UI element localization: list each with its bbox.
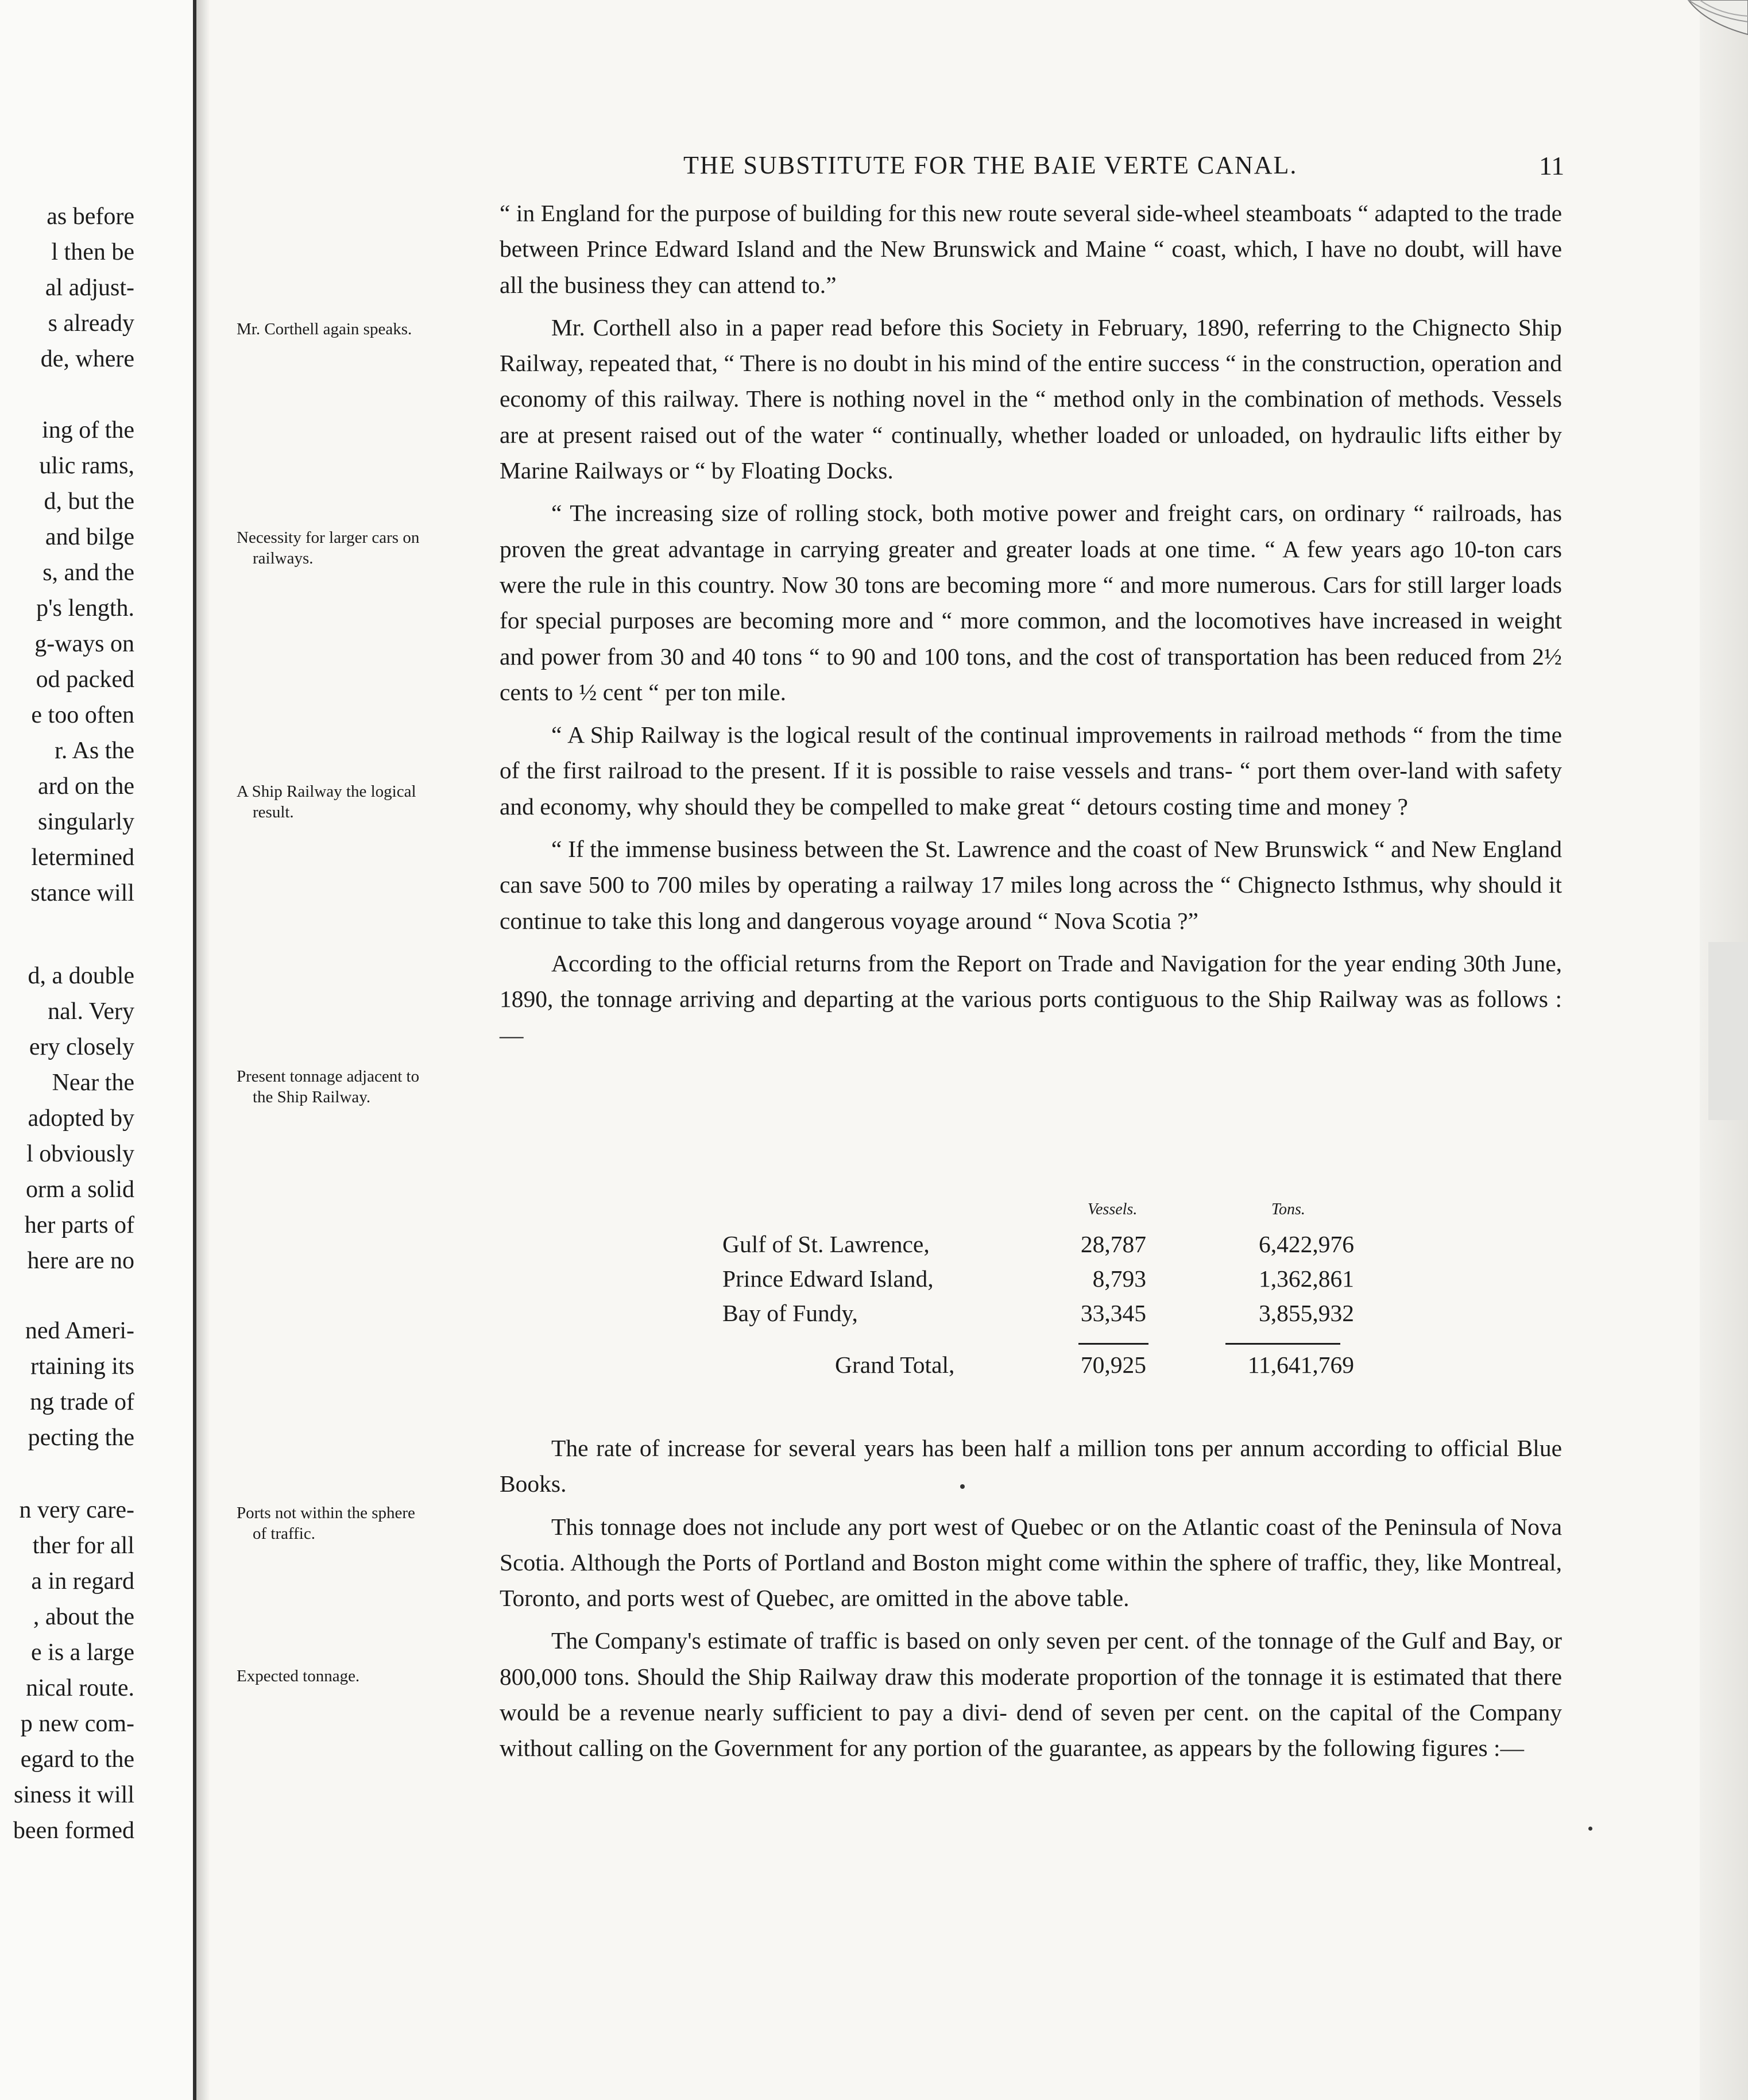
paragraph-official-returns: According to the official returns from the Report on Trade and Navigation for the year ending 30th June, 1890, the tonnage arriving and departing at the various ports contiguous to the Ship Railway was as follows :— bbox=[500, 949, 1562, 1048]
facing-page-line: as before bbox=[47, 203, 134, 230]
paragraph-company-estimate: The Company's estimate of traffic is based on only seven per cent. of the tonnage of the Gulf and Bay, or 800,000 tons. Should the Ship Railway draw this moderate proportion of the tonnage it is estimated that there would be a revenue nearly sufficient to pay a divi- dend of seven per cent. on the capital of the Company without calling on the Government for any portion of the guarantee, as appears by the following figures :— bbox=[500, 1627, 1562, 1762]
facing-page-line: adopted by bbox=[28, 1105, 134, 1132]
facing-page-line: s, and the bbox=[42, 559, 134, 586]
facing-page-line: e is a large bbox=[31, 1639, 134, 1666]
table-row bbox=[722, 1230, 1354, 1265]
facing-page-line: g-ways on bbox=[34, 631, 134, 657]
gutter-shadow bbox=[196, 0, 210, 2100]
table-cell-vessels: 8,793 bbox=[1092, 1265, 1146, 1292]
facing-page-line: od packed bbox=[36, 666, 134, 693]
table-cell-tons: 1,362,861 bbox=[1259, 1265, 1354, 1292]
table-total-tons: 11,641,769 bbox=[1247, 1352, 1354, 1378]
facing-page-line: de, where bbox=[40, 346, 134, 372]
facing-page-line: ing of the bbox=[42, 417, 134, 443]
paragraph-corthell: Mr. Corthell also in a paper read before this Society in February, 1890, referring to the Chignecto Ship Railway, repeated that, “ There is no doubt in his mind of the entire success “ in the construction, operation and economy of this railway. There is nothing novel in the “ method only in the combination of methods. Vessels are at present raised out of the water “ continually, whether loaded or unloaded, on hydraulic lifts either by Marine Railways or “ by Floating Docks. bbox=[500, 314, 1562, 484]
facing-page-line: e too often bbox=[31, 702, 134, 728]
table-cell-place: Gulf of St. Lawrence, bbox=[722, 1231, 930, 1257]
facing-page bbox=[0, 0, 195, 2100]
sidenote-logical-result bbox=[237, 781, 484, 823]
facing-page-line: ng trade of bbox=[30, 1389, 134, 1415]
paragraph-quote-continued: “ in England for the purpose of building for this new route several side-wheel steamboats “ adapted to the trade between Prince Edward Island and the New Brunswick and Maine “ coast, which, I have no doubt, will have all the business they can attend to.” bbox=[500, 200, 1562, 298]
facing-page-line: nal. Very bbox=[48, 998, 134, 1025]
sidenote-line: railways. bbox=[253, 549, 314, 568]
table-header-vessels: Vessels. bbox=[1088, 1200, 1138, 1218]
sidenote-present-tonnage bbox=[237, 1066, 484, 1107]
table-total-row bbox=[722, 1351, 1354, 1385]
table-header-tons: Tons. bbox=[1271, 1200, 1305, 1218]
facing-page-line: d, a double bbox=[28, 963, 134, 989]
body-text bbox=[500, 195, 1562, 1053]
facing-page-line: stance will bbox=[30, 880, 134, 906]
facing-page-line: , about the bbox=[33, 1604, 134, 1630]
sidenote-line: result. bbox=[253, 803, 294, 821]
table-cell-tons: 6,422,976 bbox=[1259, 1231, 1354, 1257]
facing-page-line: al adjust- bbox=[45, 275, 134, 301]
sidenote-line: of traffic. bbox=[253, 1524, 315, 1543]
sidenote-larger-cars bbox=[237, 527, 484, 569]
table-row bbox=[722, 1299, 1354, 1334]
facing-page-line: a in regard bbox=[31, 1568, 134, 1595]
paragraph-rate-of-increase: The rate of increase for several years has been half a million tons per annum according to official Blue Books. bbox=[500, 1435, 1562, 1497]
facing-page-line: l then be bbox=[51, 239, 134, 265]
sidenote-ports bbox=[237, 1503, 484, 1544]
facing-page-line: ulic rams, bbox=[39, 453, 134, 479]
table-cell-place: Bay of Fundy, bbox=[722, 1300, 858, 1326]
facing-page-line: singularly bbox=[38, 809, 134, 835]
paragraph-not-included: This tonnage does not include any port west of Quebec or on the Atlantic coast of the Peninsula of Nova Scotia. Although the Ports of Portland and Boston might come within the sphere of traffic, they, like Montreal, Toronto, and ports west of Quebec, are omitted in the above table. bbox=[500, 1513, 1562, 1612]
facing-page-line: r. As the bbox=[55, 738, 134, 764]
ink-speck bbox=[960, 1484, 965, 1489]
table-total-vessels: 70,925 bbox=[1080, 1352, 1146, 1378]
facing-page-line: orm a solid bbox=[26, 1176, 134, 1203]
table-cell-vessels: 28,787 bbox=[1080, 1231, 1146, 1257]
sidenote-expected-tonnage bbox=[237, 1666, 484, 1686]
running-head: THE SUBSTITUTE FOR THE BAIE VERTE CANAL. bbox=[683, 151, 1298, 179]
facing-page-line: ery closely bbox=[29, 1034, 134, 1060]
page-corner-curl bbox=[1665, 0, 1748, 92]
page-number: 11 bbox=[1539, 151, 1565, 180]
facing-page-line: pecting the bbox=[28, 1425, 134, 1451]
facing-page-line: here are no bbox=[27, 1248, 134, 1274]
ink-speck bbox=[1588, 1827, 1592, 1831]
facing-page-line: Near the bbox=[52, 1070, 134, 1096]
sidenote-line: Necessity for larger cars on bbox=[237, 528, 420, 547]
facing-page-line: egard to the bbox=[20, 1746, 134, 1773]
paragraph-immense-business: “ If the immense business between the St. Lawrence and the coast of New Brunswick “ and New England can save 500 to 700 miles by operating a railway 17 miles long across the “ Chignecto Isthmus, why should it continue to take this long and dangerous voyage around “ Nova Scotia ?” bbox=[500, 836, 1562, 934]
facing-page-line: s already bbox=[48, 310, 134, 337]
table-rule-tons bbox=[1225, 1343, 1340, 1345]
sidenote-line: Expected tonnage. bbox=[237, 1667, 360, 1685]
page-edge-tab bbox=[1708, 942, 1748, 1120]
sidenote-line: A Ship Railway the logical bbox=[237, 782, 416, 801]
table-cell-place: Prince Edward Island, bbox=[722, 1265, 934, 1292]
facing-page-line: p new com- bbox=[20, 1711, 134, 1737]
facing-page-line: her parts of bbox=[24, 1212, 134, 1238]
facing-page-line: been formed bbox=[13, 1817, 134, 1844]
facing-page-line: letermined bbox=[31, 844, 134, 871]
facing-page-line: ther for all bbox=[32, 1532, 134, 1559]
sidenote-line: Ports not within the sphere bbox=[237, 1504, 415, 1522]
table-row bbox=[722, 1265, 1354, 1299]
sidenote-corthell bbox=[237, 319, 484, 339]
facing-page-line: ned Ameri- bbox=[25, 1318, 134, 1344]
sidenote-line: Present tonnage adjacent to bbox=[237, 1067, 420, 1086]
facing-page-line: l obviously bbox=[26, 1141, 134, 1167]
sidenote-line: the Ship Railway. bbox=[253, 1088, 371, 1106]
table-total-label: Grand Total, bbox=[835, 1352, 955, 1378]
facing-page-line: rtaining its bbox=[30, 1353, 134, 1380]
table-cell-vessels: 33,345 bbox=[1080, 1300, 1146, 1326]
body-text-continued bbox=[500, 1430, 1562, 1766]
paragraph-rolling-stock: “ The increasing size of rolling stock, both motive power and freight cars, on ordinary “ railroads, has proven the great advantage in carrying greater and greater loads at one time. “ A few years ago 10-ton cars were the rule in this country. Now 30 tons are becoming more “ and more numerous. Cars for still larger loads for special purposes are becoming more and “ more common, and the locomotives have increased in weight and power from 30 and 40 tons “ to 90 and 100 tons, and the cost of transportation has been reduced from 2½ cents to ½ cent “ per ton mile. bbox=[500, 500, 1562, 705]
facing-page-line: and bilge bbox=[45, 524, 134, 550]
facing-page-line: nical route. bbox=[26, 1675, 134, 1701]
facing-page-line: n very care- bbox=[19, 1497, 134, 1523]
facing-page-line: siness it will bbox=[13, 1782, 134, 1808]
facing-page-line: p's length. bbox=[36, 595, 134, 621]
table-rule-vessels bbox=[1078, 1343, 1148, 1345]
paragraph-logical-result: “ A Ship Railway is the logical result of the continual improvements in railroad methods “ from the time of the first railroad to the present. If it is possible to raise vessels and trans- “ port them over-land with safety and economy, why should they be compelled to make great “ detours costing time and money ? bbox=[500, 721, 1562, 820]
sidenote-line: Mr. Corthell again speaks. bbox=[237, 320, 412, 338]
facing-page-line: d, but the bbox=[44, 488, 134, 515]
table-cell-tons: 3,855,932 bbox=[1259, 1300, 1354, 1326]
facing-page-line: ard on the bbox=[38, 773, 134, 800]
